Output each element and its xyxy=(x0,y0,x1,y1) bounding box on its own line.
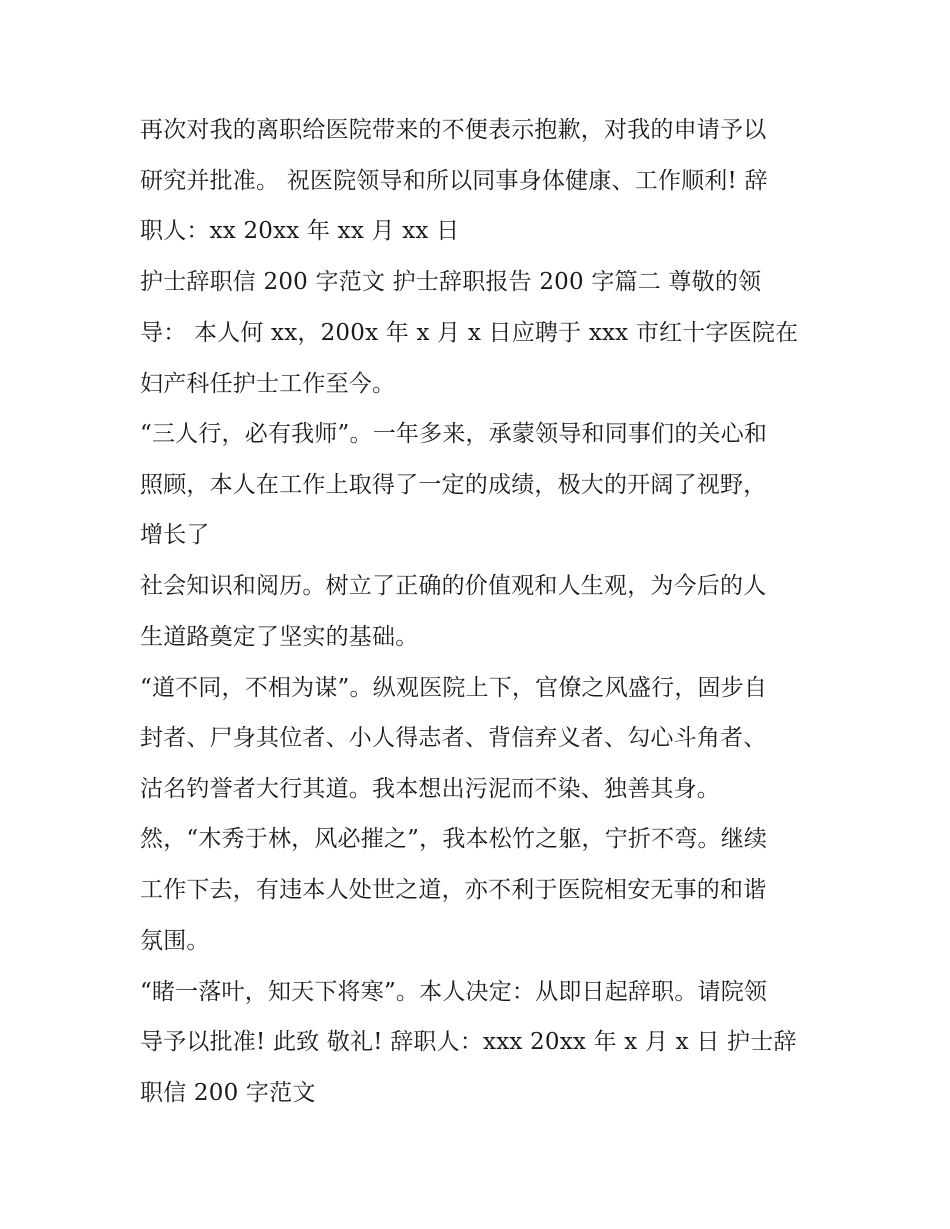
text-line: 然，“木秀于林，风必摧之”，我本松竹之躯，宁折不弯。继续 xyxy=(140,826,768,852)
text-line: 职人：xx 20xx 年 xx 月 xx 日 xyxy=(140,218,460,244)
text-line: 沽名钓誉者大行其道。我本想出污泥而不染、独善其身。 xyxy=(140,776,720,802)
text-line: 照顾，本人在工作上取得了一定的成绩，极大的开阔了视野， xyxy=(140,472,767,498)
text-line: 工作下去，有违本人处世之道，亦不利于医院相安无事的和谐 xyxy=(140,877,767,903)
text-line: 再次对我的离职给医院带来的不便表示抱歉，对我的申请予以 xyxy=(140,117,767,143)
text-line: 导予以批准! 此致 敬礼! 辞职人：xxx 20xx 年 x 月 x 日 护士辞 xyxy=(140,1029,797,1055)
text-line: 导： 本人何 xx，200x 年 x 月 x 日应聘于 xxx 市红十字医院在 xyxy=(140,320,799,346)
text-line: “睹一落叶，知天下将寒”。本人决定：从即日起辞职。请院领 xyxy=(140,979,768,1005)
text-line: 氛围。 xyxy=(140,928,210,954)
text-line: “三人行，必有我师”。一年多来，承蒙领导和同事们的关心和 xyxy=(140,421,768,447)
text-line: 封者、尸身其位者、小人得志者、背信弃义者、勾心斗角者、 xyxy=(140,725,767,751)
text-line: 职信 200 字范文 xyxy=(140,1080,316,1106)
text-line: 社会知识和阅历。树立了正确的价值观和人生观，为今后的人 xyxy=(140,573,767,599)
text-line: 增长了 xyxy=(140,522,210,548)
text-line: “道不同，不相为谋”。纵观医院上下，官僚之风盛行，固步自 xyxy=(140,675,768,701)
text-line: 妇产科任护士工作至今。 xyxy=(140,371,396,397)
text-line: 研究并批准。 祝医院领导和所以同事身体健康、工作顺利! 辞 xyxy=(140,168,768,194)
text-line: 生道路奠定了坚实的基础。 xyxy=(140,624,419,650)
text-line: 护士辞职信 200 字范文 护士辞职报告 200 字篇二 尊敬的领 xyxy=(140,269,762,295)
